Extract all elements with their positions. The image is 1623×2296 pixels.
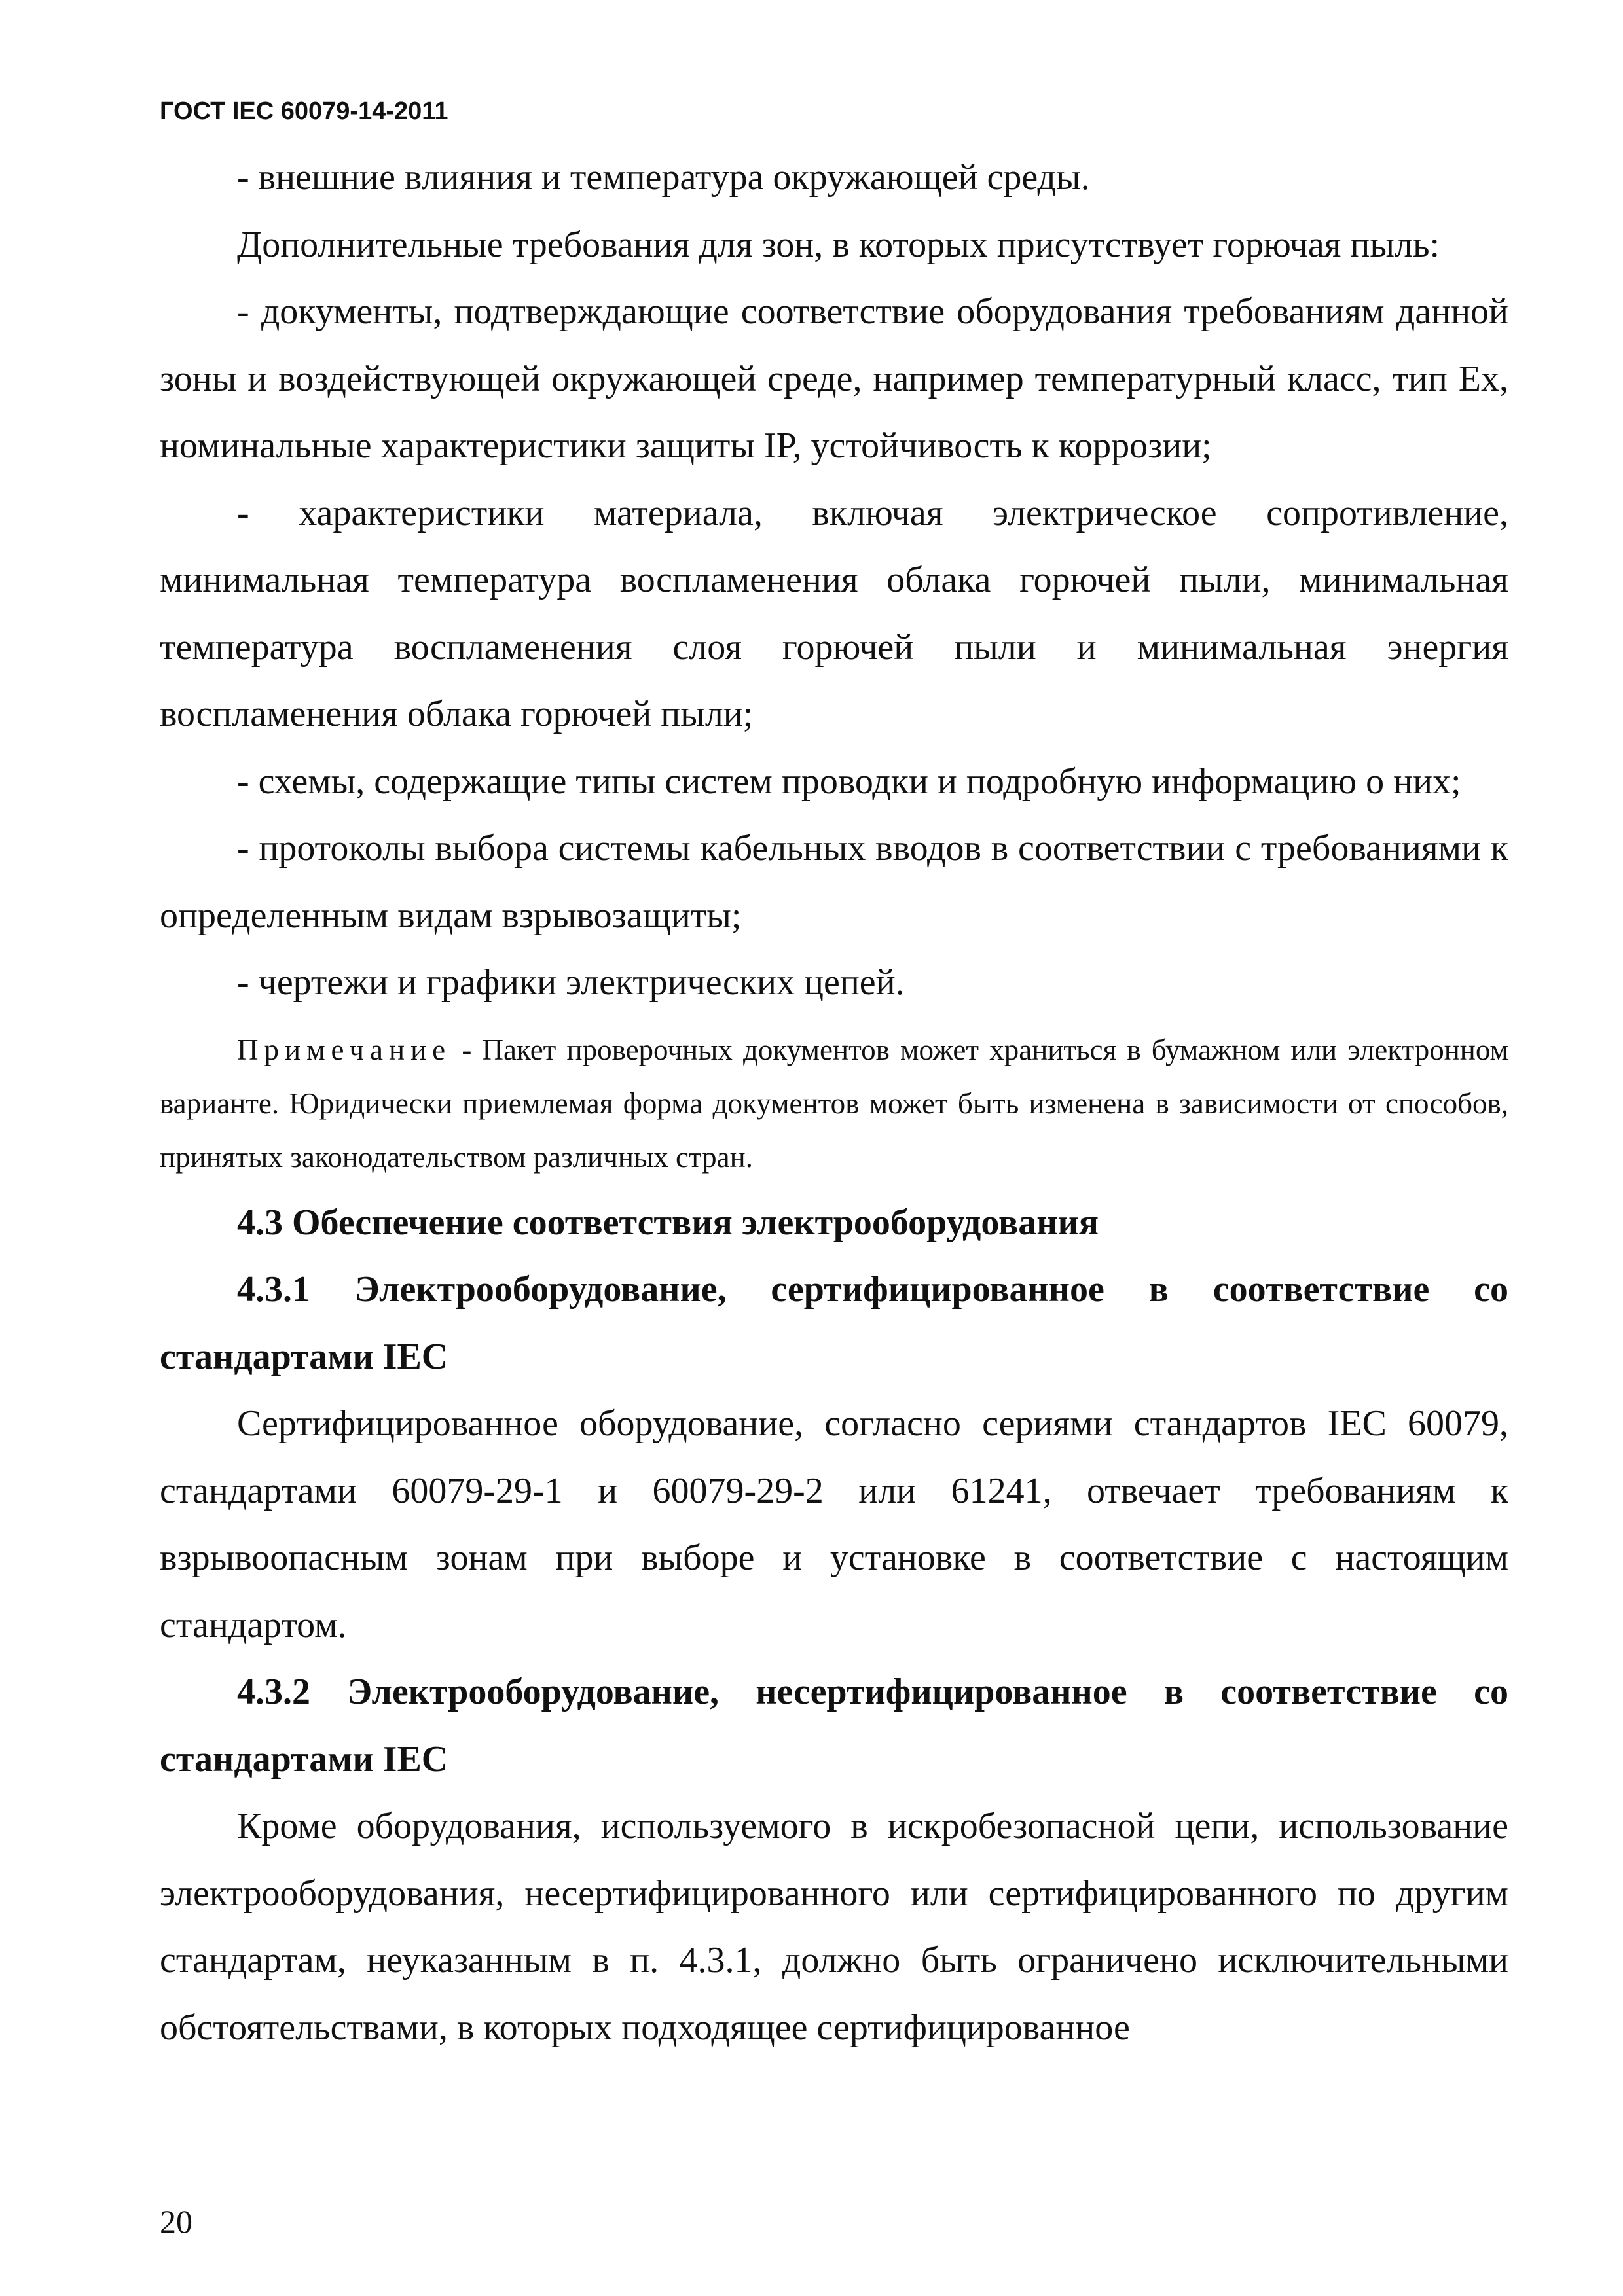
heading-4-3: 4.3 Обеспечение соответствия электрооборудования bbox=[237, 1202, 1099, 1243]
heading-4-3-1: 4.3.1 Электрооборудование, сертифицированное в соответствие со стандартами IEC bbox=[160, 1269, 1508, 1377]
paragraph-4-3-2: Кроме оборудования, используемого в искробезопасной цепи, использование электрооборудования, несертифицированного или сертифицированного по другим стандартам, неуказанным в п. 4.3.1, должно быть ограничено исключительными обстоятельствами, в которых подходящее сертифицированное bbox=[160, 1806, 1508, 2048]
paragraph-documents: - документы, подтверждающие соответствие оборудования требованиям данной зоны и воздействующей окружающей среде, например температурный класс, тип Ex, номинальные характеристики защиты IP, устойчивость к коррозии; bbox=[160, 291, 1508, 466]
paragraph-material-characteristics: - характеристики материала, включая электрическое сопротивление, минимальная температура воспламенения облака горючей пыли, минимальная температура воспламенения слоя горючей пыли и минимальная энергия воспламенения облака горючей пыли; bbox=[160, 492, 1508, 734]
paragraph-dust-zones: Дополнительные требования для зон, в которых присутствует горючая пыль: bbox=[237, 224, 1440, 265]
header-doc-code: ГОСТ IEC 60079-14-2011 bbox=[160, 98, 448, 125]
note bbox=[160, 1023, 1508, 1184]
paragraph-environment: - внешние влияния и температура окружающей среды. bbox=[237, 157, 1090, 198]
heading-4-3-2: 4.3.2 Электрооборудование, несертифицированное в соответствие со стандартами IEC bbox=[160, 1672, 1508, 1780]
paragraph-electrical-drawings: - чертежи и графики электрических цепей. bbox=[237, 962, 905, 1003]
paragraph-wiring-schemes: - схемы, содержащие типы систем проводки и подробную информацию о них; bbox=[237, 761, 1461, 802]
note-label: Примечание bbox=[237, 1033, 452, 1066]
note-text: - Пакет проверочных документов может храниться в бумажном или электронном варианте. Юридически приемлемая форма документов может быть изменена в зависимости от способов, принятых законодательством различных стран. bbox=[160, 1033, 1508, 1174]
page-content bbox=[160, 144, 1508, 2061]
page-number: 20 bbox=[160, 2203, 192, 2240]
paragraph-4-3-1: Сертифицированное оборудование, согласно сериями стандартов IEC 60079, стандартами 60079-29-1 и 60079-29-2 или 61241, отвечает требованиям к взрывоопасным зонам при выборе и установке в соответствие с настоящим стандартом. bbox=[160, 1403, 1508, 1645]
paragraph-cable-entry-protocols: - протоколы выбора системы кабельных вводов в соответствии с требованиями к определенным видам взрывозащиты; bbox=[160, 828, 1508, 936]
